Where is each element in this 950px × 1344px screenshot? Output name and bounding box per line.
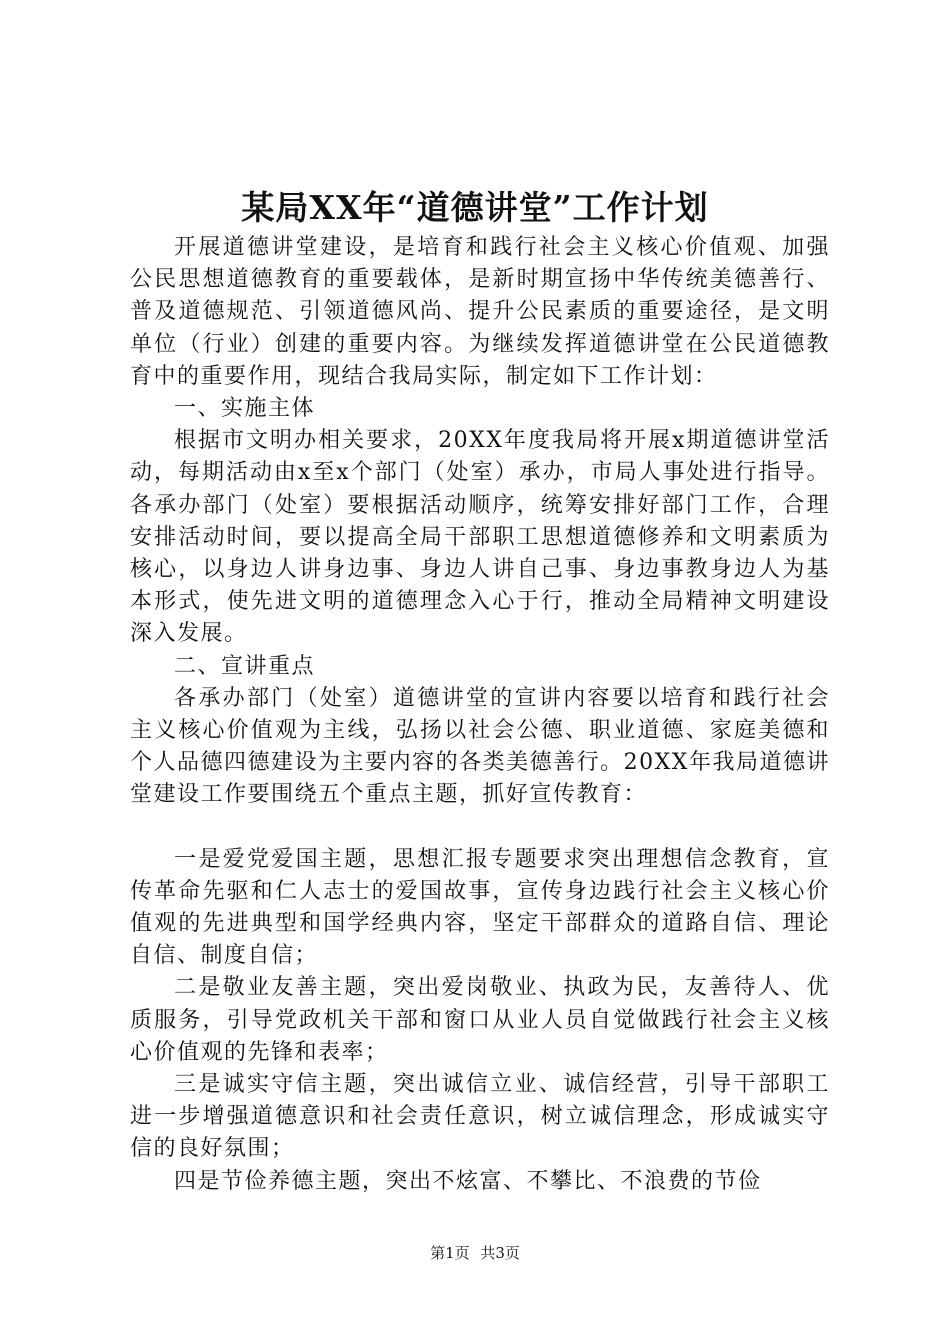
- theme-paragraph: 二是敬业友善主题，突出爱岗敬业、执政为民，友善待人、优质服务，引导党政机关干部和窗口从业人员自觉做践行社会主义核心价值观的先锋和表率；: [130, 975, 830, 1065]
- document-title: 某局XX年“道德讲堂”工作计划: [241, 188, 709, 227]
- theme-paragraph: 一是爱党爱国主题，思想汇报专题要求突出理想信念教育，宣传革命先驱和仁人志士的爱国故事，宣传身边践行社会主义核心价值观的先进典型和国学经典内容，坚定干部群众的道路自信、理论自信、制度自信；: [130, 846, 830, 969]
- section-paragraph-implementation: 根据市文明办相关要求，20XX年度我局将开展x期道德讲堂活动，每期活动由x至x个部门（处室）承办，市局人事处进行指导。各承办部门（处室）要根据活动顺序，统筹安排好部门工作，合理安排活动时间，要以提高全局干部职工思想道德修养和文明素质为核心，以身边人讲身边事、身边人讲自己事、身边事教身边人为基本形式，使先进文明的道德理念入心于行，推动全局精神文明建设深入发展。: [130, 428, 830, 647]
- section-heading-focus: 二、宣讲重点: [174, 653, 316, 679]
- section-paragraph-focus: 各承办部门（处室）道德讲堂的宣讲内容要以培育和践行社会主义核心价值观为主线，弘扬以社会公德、职业道德、家庭美德和个人品德四德建设为主要内容的各类美德善行。20XX年我局道德讲堂建设工作要围绕五个重点主题，抓好宣传教育：: [130, 685, 830, 808]
- theme-paragraph: 三是诚实守信主题，突出诚信立业、诚信经营，引导干部职工进一步增强道德意识和社会责任意识，树立诚信理念，形成诚实守信的良好氛围；: [130, 1072, 830, 1162]
- page-total: 共3页: [480, 1244, 520, 1262]
- theme-paragraph: 四是节俭养德主题，突出不炫富、不攀比、不浪费的节俭: [174, 1168, 762, 1194]
- section-heading-implementation: 一、实施主体: [174, 396, 316, 422]
- document-body: [130, 232, 830, 1198]
- intro-paragraph: 开展道德讲堂建设，是培育和践行社会主义核心价值观、加强公民思想道德教育的重要载体，是新时期宣扬中华传统美德善行、普及道德规范、引领道德风尚、提升公民素质的重要途径，是文明单位（行业）创建的重要内容。为继续发挥道德讲堂在公民道德教育中的重要作用，现结合我局实际，制定如下工作计划：: [130, 235, 830, 389]
- page-footer: [0, 1242, 950, 1264]
- blank-line: [130, 812, 830, 844]
- page-number: 第1页: [430, 1244, 470, 1262]
